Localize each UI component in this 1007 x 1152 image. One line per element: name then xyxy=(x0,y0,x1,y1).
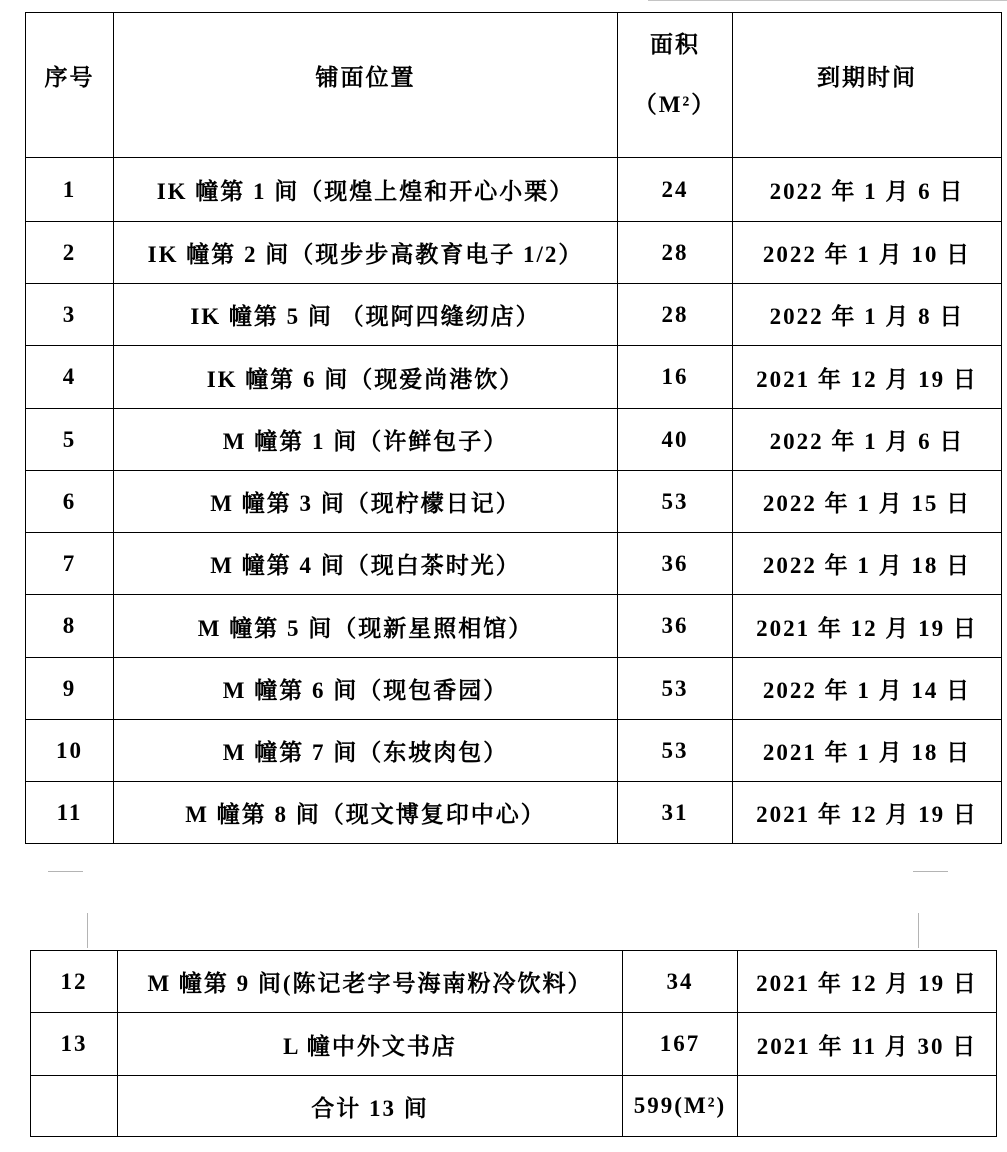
table-row xyxy=(26,782,1002,844)
shop-location: M 幢第 1 间（许鲜包子） xyxy=(114,409,618,471)
total-area: 599(M²) xyxy=(623,1076,738,1137)
row-index: 9 xyxy=(26,658,114,720)
lease-expiry-date: 2022 年 1 月 18 日 xyxy=(733,533,1002,595)
table-row xyxy=(26,409,1002,471)
row-index: 8 xyxy=(26,595,114,658)
lease-expiry-date: 2021 年 1 月 18 日 xyxy=(733,720,1002,782)
shop-area: 53 xyxy=(618,658,733,720)
table-row xyxy=(26,658,1002,720)
shop-location: M 幢第 9 间(陈记老字号海南粉冷饮料） xyxy=(118,951,623,1013)
lease-expiry-date: 2021 年 11 月 30 日 xyxy=(738,1013,997,1076)
shop-location: M 幢第 6 间（现包香园） xyxy=(114,658,618,720)
shop-area: 53 xyxy=(618,720,733,782)
shop-location: M 幢第 5 间（现新星照相馆） xyxy=(114,595,618,658)
total-row xyxy=(31,1076,997,1137)
shop-location: M 幢第 3 间（现柠檬日记） xyxy=(114,471,618,533)
lease-expiry-date: 2022 年 1 月 10 日 xyxy=(733,222,1002,284)
shop-location: L 幢中外文书店 xyxy=(118,1013,623,1076)
shop-location: M 幢第 8 间（现文博复印中心） xyxy=(114,782,618,844)
table-header-row xyxy=(26,13,1002,158)
lease-expiry-date: 2022 年 1 月 15 日 xyxy=(733,471,1002,533)
shop-location: IK 幢第 6 间（现爱尚港饮） xyxy=(114,346,618,409)
shop-area: 167 xyxy=(623,1013,738,1076)
shop-location: M 幢第 4 间（现白茶时光） xyxy=(114,533,618,595)
header-area-label: 面积 xyxy=(650,32,700,57)
shop-area: 40 xyxy=(618,409,733,471)
lease-expiry-date: 2022 年 1 月 14 日 xyxy=(733,658,1002,720)
row-index: 4 xyxy=(26,346,114,409)
shop-lease-table-page2 xyxy=(30,950,997,1137)
page-corner-mark xyxy=(87,913,88,948)
lease-expiry-date: 2021 年 12 月 19 日 xyxy=(733,346,1002,409)
lease-expiry-date: 2022 年 1 月 6 日 xyxy=(733,409,1002,471)
row-index: 3 xyxy=(26,284,114,346)
header-area-unit: （M²） xyxy=(633,92,717,117)
row-index: 7 xyxy=(26,533,114,595)
table-row xyxy=(31,951,997,1013)
shop-area: 34 xyxy=(623,951,738,1013)
shop-area: 24 xyxy=(618,158,733,222)
page-corner-mark xyxy=(913,871,948,872)
header-expiry: 到期时间 xyxy=(733,13,1002,158)
shop-area: 36 xyxy=(618,533,733,595)
lease-expiry-date: 2022 年 1 月 6 日 xyxy=(733,158,1002,222)
lease-expiry-date: 2021 年 12 月 19 日 xyxy=(733,595,1002,658)
header-index: 序号 xyxy=(26,13,114,158)
row-index: 11 xyxy=(26,782,114,844)
table-row xyxy=(26,595,1002,658)
page-corner-mark xyxy=(48,871,83,872)
shop-area: 28 xyxy=(618,284,733,346)
header-area xyxy=(618,13,733,158)
shop-location: M 幢第 7 间（东坡肉包） xyxy=(114,720,618,782)
shop-lease-table-page1 xyxy=(25,12,1002,844)
lease-expiry-date: 2021 年 12 月 19 日 xyxy=(738,951,997,1013)
top-divider-line xyxy=(648,0,1007,1)
shop-location: IK 幢第 1 间（现煌上煌和开心小栗） xyxy=(114,158,618,222)
header-location: 铺面位置 xyxy=(114,13,618,158)
table-row xyxy=(26,222,1002,284)
shop-area: 31 xyxy=(618,782,733,844)
total-expiry-cell xyxy=(738,1076,997,1137)
table-row xyxy=(31,1013,997,1076)
row-index: 10 xyxy=(26,720,114,782)
table-row xyxy=(26,533,1002,595)
row-index: 1 xyxy=(26,158,114,222)
table-row xyxy=(26,158,1002,222)
row-index: 2 xyxy=(26,222,114,284)
row-index: 13 xyxy=(31,1013,118,1076)
row-index: 5 xyxy=(26,409,114,471)
shop-area: 36 xyxy=(618,595,733,658)
table-row xyxy=(26,284,1002,346)
table-row xyxy=(26,346,1002,409)
row-index: 12 xyxy=(31,951,118,1013)
row-index: 6 xyxy=(26,471,114,533)
table-row xyxy=(26,471,1002,533)
page-corner-mark xyxy=(918,913,919,948)
shop-area: 16 xyxy=(618,346,733,409)
shop-location: IK 幢第 2 间（现步步高教育电子 1/2） xyxy=(114,222,618,284)
shop-area: 53 xyxy=(618,471,733,533)
total-index-cell xyxy=(31,1076,118,1137)
lease-expiry-date: 2021 年 12 月 19 日 xyxy=(733,782,1002,844)
shop-area: 28 xyxy=(618,222,733,284)
table-row xyxy=(26,720,1002,782)
lease-expiry-date: 2022 年 1 月 8 日 xyxy=(733,284,1002,346)
total-label: 合计 13 间 xyxy=(118,1076,623,1137)
shop-location: IK 幢第 5 间 （现阿四缝纫店） xyxy=(114,284,618,346)
